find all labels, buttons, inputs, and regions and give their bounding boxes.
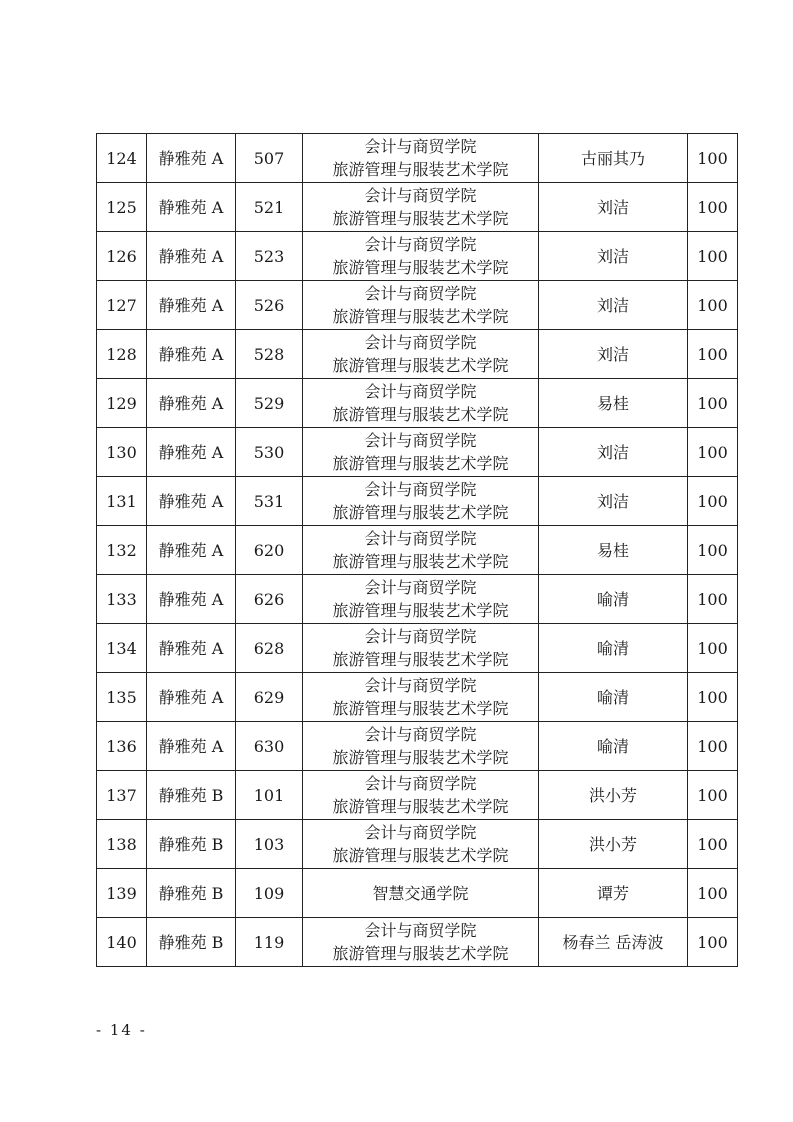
college-cell bbox=[303, 771, 539, 820]
person-cell: 洪小芳 bbox=[539, 820, 688, 869]
table-row bbox=[97, 869, 738, 918]
building-cell: 静雅苑 A bbox=[147, 428, 236, 477]
table-row bbox=[97, 575, 738, 624]
score-cell: 100 bbox=[688, 428, 738, 477]
row-number-cell: 137 bbox=[97, 771, 147, 820]
college-cell bbox=[303, 624, 539, 673]
college-cell bbox=[303, 134, 539, 183]
row-number-cell: 125 bbox=[97, 183, 147, 232]
person-cell: 刘洁 bbox=[539, 477, 688, 526]
row-number-cell: 134 bbox=[97, 624, 147, 673]
row-number-cell: 126 bbox=[97, 232, 147, 281]
person-cell: 谭芳 bbox=[539, 869, 688, 918]
row-number-cell: 136 bbox=[97, 722, 147, 771]
building-cell: 静雅苑 A bbox=[147, 722, 236, 771]
table-row bbox=[97, 379, 738, 428]
person-cell: 杨春兰 岳涛波 bbox=[539, 918, 688, 967]
college-cell bbox=[303, 575, 539, 624]
room-cell: 529 bbox=[236, 379, 303, 428]
room-cell: 521 bbox=[236, 183, 303, 232]
person-cell: 古丽其乃 bbox=[539, 134, 688, 183]
college-name: 旅游管理与服装艺术学院 bbox=[332, 846, 509, 865]
score-cell: 100 bbox=[688, 379, 738, 428]
college-name: 旅游管理与服装艺术学院 bbox=[332, 356, 509, 375]
person-cell: 洪小芳 bbox=[539, 771, 688, 820]
room-cell: 628 bbox=[236, 624, 303, 673]
dormitory-table bbox=[96, 133, 738, 967]
college-name: 会计与商贸学院 bbox=[364, 284, 477, 303]
college-cell bbox=[303, 379, 539, 428]
building-cell: 静雅苑 B bbox=[147, 869, 236, 918]
college-name: 会计与商贸学院 bbox=[364, 333, 477, 352]
table-row bbox=[97, 183, 738, 232]
row-number-cell: 131 bbox=[97, 477, 147, 526]
row-number-cell: 129 bbox=[97, 379, 147, 428]
college-name: 旅游管理与服装艺术学院 bbox=[332, 307, 509, 326]
table-row bbox=[97, 428, 738, 477]
college-name: 旅游管理与服装艺术学院 bbox=[332, 748, 509, 767]
college-name: 旅游管理与服装艺术学院 bbox=[332, 552, 509, 571]
score-cell: 100 bbox=[688, 673, 738, 722]
person-cell: 刘洁 bbox=[539, 428, 688, 477]
score-cell: 100 bbox=[688, 722, 738, 771]
college-name: 旅游管理与服装艺术学院 bbox=[332, 454, 509, 473]
person-cell: 易桂 bbox=[539, 526, 688, 575]
score-cell: 100 bbox=[688, 575, 738, 624]
college-name: 旅游管理与服装艺术学院 bbox=[332, 944, 509, 963]
room-cell: 526 bbox=[236, 281, 303, 330]
score-cell: 100 bbox=[688, 477, 738, 526]
row-number-cell: 140 bbox=[97, 918, 147, 967]
person-cell: 喻清 bbox=[539, 673, 688, 722]
college-name: 会计与商贸学院 bbox=[364, 921, 477, 940]
person-cell: 刘洁 bbox=[539, 330, 688, 379]
building-cell: 静雅苑 A bbox=[147, 232, 236, 281]
college-cell bbox=[303, 428, 539, 477]
college-cell bbox=[303, 183, 539, 232]
building-cell: 静雅苑 A bbox=[147, 330, 236, 379]
building-cell: 静雅苑 A bbox=[147, 134, 236, 183]
score-cell: 100 bbox=[688, 134, 738, 183]
college-name: 智慧交通学院 bbox=[372, 883, 469, 903]
person-cell: 刘洁 bbox=[539, 281, 688, 330]
room-cell: 523 bbox=[236, 232, 303, 281]
score-cell: 100 bbox=[688, 771, 738, 820]
college-name: 会计与商贸学院 bbox=[364, 725, 477, 744]
college-cell bbox=[303, 232, 539, 281]
score-cell: 100 bbox=[688, 820, 738, 869]
room-cell: 629 bbox=[236, 673, 303, 722]
college-name: 会计与商贸学院 bbox=[364, 774, 477, 793]
college-name: 旅游管理与服装艺术学院 bbox=[332, 160, 509, 179]
score-cell: 100 bbox=[688, 281, 738, 330]
table-row bbox=[97, 232, 738, 281]
score-cell: 100 bbox=[688, 232, 738, 281]
college-name: 会计与商贸学院 bbox=[364, 137, 477, 156]
college-name: 会计与商贸学院 bbox=[364, 480, 477, 499]
table-body bbox=[97, 134, 738, 967]
table-row bbox=[97, 526, 738, 575]
college-name: 旅游管理与服装艺术学院 bbox=[332, 503, 509, 522]
score-cell: 100 bbox=[688, 624, 738, 673]
college-name: 会计与商贸学院 bbox=[364, 823, 477, 842]
college-cell bbox=[303, 477, 539, 526]
room-cell: 103 bbox=[236, 820, 303, 869]
row-number-cell: 124 bbox=[97, 134, 147, 183]
person-cell: 喻清 bbox=[539, 722, 688, 771]
room-cell: 101 bbox=[236, 771, 303, 820]
person-cell: 刘洁 bbox=[539, 183, 688, 232]
college-name: 旅游管理与服装艺术学院 bbox=[332, 258, 509, 277]
row-number-cell: 139 bbox=[97, 869, 147, 918]
table-row bbox=[97, 820, 738, 869]
college-name: 旅游管理与服装艺术学院 bbox=[332, 209, 509, 228]
score-cell: 100 bbox=[688, 526, 738, 575]
person-cell: 喻清 bbox=[539, 624, 688, 673]
row-number-cell: 130 bbox=[97, 428, 147, 477]
college-name: 会计与商贸学院 bbox=[364, 235, 477, 254]
row-number-cell: 128 bbox=[97, 330, 147, 379]
college-name: 会计与商贸学院 bbox=[364, 627, 477, 646]
score-cell: 100 bbox=[688, 183, 738, 232]
building-cell: 静雅苑 A bbox=[147, 624, 236, 673]
person-cell: 刘洁 bbox=[539, 232, 688, 281]
college-name: 会计与商贸学院 bbox=[364, 578, 477, 597]
row-number-cell: 133 bbox=[97, 575, 147, 624]
college-name: 会计与商贸学院 bbox=[364, 676, 477, 695]
building-cell: 静雅苑 A bbox=[147, 575, 236, 624]
page-number: - 14 - bbox=[96, 1021, 147, 1039]
building-cell: 静雅苑 B bbox=[147, 771, 236, 820]
college-cell bbox=[303, 281, 539, 330]
table-row bbox=[97, 477, 738, 526]
room-cell: 507 bbox=[236, 134, 303, 183]
college-name: 会计与商贸学院 bbox=[364, 382, 477, 401]
building-cell: 静雅苑 A bbox=[147, 281, 236, 330]
college-cell bbox=[303, 869, 539, 918]
college-cell bbox=[303, 330, 539, 379]
row-number-cell: 132 bbox=[97, 526, 147, 575]
college-name: 会计与商贸学院 bbox=[364, 431, 477, 450]
room-cell: 620 bbox=[236, 526, 303, 575]
score-cell: 100 bbox=[688, 330, 738, 379]
room-cell: 530 bbox=[236, 428, 303, 477]
table-row bbox=[97, 281, 738, 330]
table-row bbox=[97, 134, 738, 183]
table-row bbox=[97, 918, 738, 967]
college-name: 会计与商贸学院 bbox=[364, 529, 477, 548]
room-cell: 531 bbox=[236, 477, 303, 526]
building-cell: 静雅苑 A bbox=[147, 673, 236, 722]
room-cell: 528 bbox=[236, 330, 303, 379]
building-cell: 静雅苑 A bbox=[147, 477, 236, 526]
score-cell: 100 bbox=[688, 869, 738, 918]
table-row bbox=[97, 722, 738, 771]
person-cell: 易桂 bbox=[539, 379, 688, 428]
table-row bbox=[97, 330, 738, 379]
college-cell bbox=[303, 526, 539, 575]
college-name: 旅游管理与服装艺术学院 bbox=[332, 797, 509, 816]
row-number-cell: 135 bbox=[97, 673, 147, 722]
college-name: 旅游管理与服装艺术学院 bbox=[332, 405, 509, 424]
person-cell: 喻清 bbox=[539, 575, 688, 624]
college-cell bbox=[303, 918, 539, 967]
room-cell: 109 bbox=[236, 869, 303, 918]
row-number-cell: 138 bbox=[97, 820, 147, 869]
college-cell bbox=[303, 722, 539, 771]
row-number-cell: 127 bbox=[97, 281, 147, 330]
building-cell: 静雅苑 B bbox=[147, 820, 236, 869]
building-cell: 静雅苑 B bbox=[147, 918, 236, 967]
table-row bbox=[97, 624, 738, 673]
building-cell: 静雅苑 A bbox=[147, 379, 236, 428]
room-cell: 626 bbox=[236, 575, 303, 624]
college-cell bbox=[303, 820, 539, 869]
building-cell: 静雅苑 A bbox=[147, 183, 236, 232]
score-cell: 100 bbox=[688, 918, 738, 967]
room-cell: 630 bbox=[236, 722, 303, 771]
building-cell: 静雅苑 A bbox=[147, 526, 236, 575]
college-name: 旅游管理与服装艺术学院 bbox=[332, 601, 509, 620]
table-row bbox=[97, 673, 738, 722]
college-name: 会计与商贸学院 bbox=[364, 186, 477, 205]
table-row bbox=[97, 771, 738, 820]
college-name: 旅游管理与服装艺术学院 bbox=[332, 650, 509, 669]
room-cell: 119 bbox=[236, 918, 303, 967]
college-name: 旅游管理与服装艺术学院 bbox=[332, 699, 509, 718]
college-cell bbox=[303, 673, 539, 722]
